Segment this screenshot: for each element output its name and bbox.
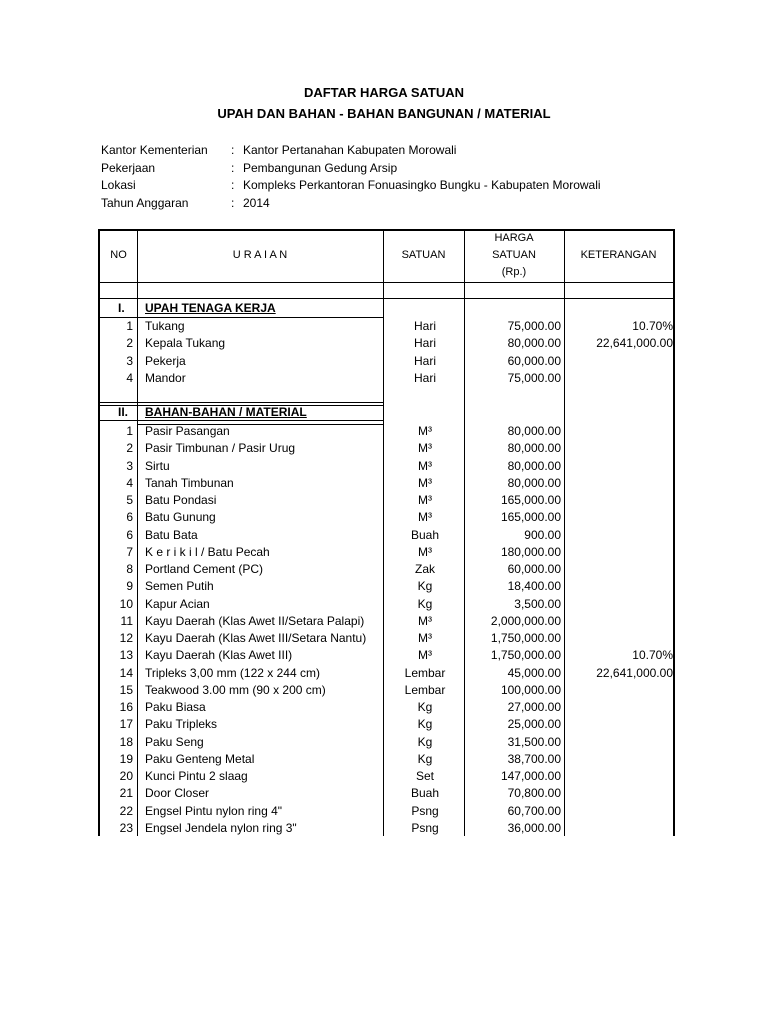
section-number: I. (118, 301, 125, 315)
row-description: Paku Genteng Metal (145, 751, 255, 766)
table-row (100, 440, 673, 457)
row-unit: Hari (413, 336, 436, 351)
table-row (100, 458, 673, 475)
header-divider (100, 298, 673, 299)
header-keterangan: KETERANGAN (580, 249, 657, 261)
row-description: Kayu Daerah (Klas Awet II/Setara Palapi) (145, 613, 365, 628)
info-label: Pekerjaan (101, 160, 156, 175)
row-number: 22 (119, 803, 133, 818)
header-divider (100, 282, 673, 283)
header-harga-satuan: SATUAN (492, 249, 536, 261)
row-number: 6 (126, 527, 133, 542)
section-number: II. (118, 405, 129, 419)
table-row (100, 820, 673, 837)
table-row (100, 699, 673, 716)
row-price: 31,500.00 (507, 734, 561, 749)
row-unit: Hari (413, 319, 436, 333)
section-header (100, 300, 673, 317)
table-row (100, 785, 673, 802)
info-row (101, 160, 601, 178)
row-price: 38,700.00 (507, 751, 561, 766)
row-unit: Lembar (404, 682, 446, 697)
row-description: Batu Bata (145, 527, 198, 542)
row-description: Pasir Timbunan / Pasir Urug (145, 441, 296, 456)
table-row (100, 318, 673, 335)
row-price: 80,000.00 (507, 441, 561, 456)
row-unit: M³ (418, 648, 432, 663)
row-note: 22,641,000.00 (596, 665, 673, 680)
row-price: 3,500.00 (514, 596, 561, 611)
row-unit: Psng (411, 803, 439, 818)
row-number: 20 (119, 769, 133, 783)
row-number: 6 (126, 510, 133, 525)
row-price: 2,000,000.00 (490, 613, 561, 628)
row-price: 75,000.00 (507, 370, 561, 385)
row-number: 3 (126, 353, 133, 368)
row-price: 80,000.00 (507, 424, 561, 438)
row-number: 15 (119, 682, 133, 697)
table-row (100, 370, 673, 387)
row-price: 80,000.00 (507, 458, 561, 473)
row-description: Portland Cement (PC) (145, 562, 264, 576)
row-description: K e r i k i l / Batu Pecah (145, 544, 270, 559)
row-note: 22,641,000.00 (596, 336, 673, 351)
row-unit: M³ (418, 493, 432, 507)
row-price: 75,000.00 (507, 319, 561, 333)
row-unit: Kg (417, 734, 433, 749)
row-number: 21 (119, 786, 133, 801)
table-row (100, 613, 673, 630)
row-price: 180,000.00 (500, 544, 561, 559)
table-row (100, 561, 673, 578)
info-label: Tahun Anggaran (101, 195, 189, 210)
row-unit: Kg (417, 596, 433, 611)
table-row (100, 509, 673, 526)
table-row (100, 527, 673, 544)
row-unit: Kg (417, 717, 433, 732)
row-unit: M³ (418, 475, 432, 490)
row-description: Tripleks 3,00 mm (122 x 244 cm) (145, 665, 320, 680)
table-row (100, 630, 673, 647)
row-description: Door Closer (145, 786, 210, 801)
row-description: Kepala Tukang (145, 336, 226, 351)
row-price: 147,000.00 (500, 769, 561, 783)
row-number: 4 (126, 370, 133, 385)
row-price: 100,000.00 (500, 682, 561, 697)
row-number: 11 (120, 613, 133, 628)
row-description: Paku Tripleks (145, 717, 218, 732)
row-number: 5 (126, 493, 133, 507)
table-row (100, 716, 673, 733)
table-row (100, 475, 673, 492)
info-value: Pembangunan Gedung Arsip (243, 160, 398, 175)
row-note: 10.70% (632, 648, 673, 663)
table-row (100, 423, 673, 440)
table-row (100, 768, 673, 785)
table-row (100, 665, 673, 682)
header-uraian: U R A I A N (232, 249, 288, 261)
row-number: 13 (119, 648, 133, 663)
row-description: Paku Seng (145, 734, 204, 749)
row-description: Tanah Timbunan (145, 475, 234, 490)
row-number: 1 (126, 319, 133, 333)
row-unit: M³ (418, 544, 432, 559)
row-price: 80,000.00 (507, 475, 561, 490)
info-value: Kompleks Perkantoran Fonuasingko Bungku - Kabupaten Morowali (243, 178, 601, 192)
document-title: DAFTAR HARGA SATUAN (303, 85, 465, 100)
section-divider (100, 402, 383, 403)
info-row (101, 142, 601, 160)
row-number: 14 (119, 665, 133, 680)
row-description: Engsel Pintu nylon ring 4" (145, 803, 283, 818)
row-description: Sirtu (145, 458, 170, 473)
header-satuan: SATUAN (401, 249, 446, 261)
table-row (100, 803, 673, 820)
row-price: 1,750,000.00 (490, 631, 561, 645)
row-description: Mandor (145, 370, 186, 385)
row-description: Kayu Daerah (Klas Awet III) (145, 648, 293, 663)
row-unit: M³ (418, 631, 432, 645)
info-row (101, 177, 601, 195)
row-price: 60,000.00 (507, 353, 561, 368)
row-price: 60,700.00 (507, 803, 561, 818)
document-subtitle: UPAH DAN BAHAN - BAHAN BANGUNAN / MATERIAL (217, 106, 551, 121)
row-unit: Buah (410, 527, 440, 542)
row-description: Kayu Daerah (Klas Awet III/Setara Nantu) (145, 631, 367, 645)
table-row (100, 596, 673, 613)
row-description: Semen Putih (145, 579, 214, 594)
row-number: 17 (119, 717, 133, 732)
row-unit: M³ (418, 441, 432, 456)
row-price: 18,400.00 (507, 579, 561, 594)
row-unit: Hari (413, 353, 436, 368)
row-description: Pekerja (145, 353, 186, 368)
row-description: Batu Pondasi (145, 493, 217, 507)
row-price: 165,000.00 (500, 510, 561, 525)
table-row (100, 734, 673, 751)
row-number: 12 (119, 631, 133, 645)
table-row (100, 335, 673, 352)
info-colon: : (231, 195, 235, 210)
info-value: 2014 (243, 195, 270, 210)
row-price: 70,800.00 (507, 786, 561, 801)
row-unit: Set (415, 769, 434, 783)
header-no: NO (110, 249, 127, 261)
row-description: Tukang (145, 319, 185, 333)
header-harga-rp: (Rp.) (501, 266, 527, 278)
row-unit: Lembar (404, 665, 446, 680)
row-number: 8 (126, 562, 133, 576)
row-number: 10 (119, 596, 133, 611)
info-row (101, 195, 601, 213)
row-unit: Psng (411, 820, 439, 835)
row-unit: Kg (417, 751, 433, 766)
row-unit: Kg (417, 579, 433, 594)
row-number: 16 (119, 700, 133, 714)
row-description: Kapur Acian (145, 596, 210, 611)
table-row (100, 682, 673, 699)
table-row (100, 544, 673, 561)
project-info (101, 142, 601, 212)
row-unit: M³ (418, 510, 432, 525)
price-table (98, 229, 675, 836)
info-colon: : (231, 143, 235, 157)
row-price: 1,750,000.00 (490, 648, 561, 663)
row-number: 1 (126, 424, 133, 438)
row-description: Batu Gunung (145, 510, 216, 525)
row-price: 25,000.00 (507, 717, 561, 732)
table-row (100, 578, 673, 595)
row-price: 45,000.00 (507, 665, 561, 680)
row-description: Teakwood 3.00 mm (90 x 200 cm) (145, 682, 326, 697)
info-label: Kantor Kementerian (101, 143, 208, 157)
table-row (100, 492, 673, 509)
row-description: Kunci Pintu 2 slaag (145, 769, 248, 783)
section-title: BAHAN-BAHAN / MATERIAL (145, 405, 307, 419)
section-header (100, 404, 673, 421)
row-number: 2 (126, 441, 133, 456)
row-number: 9 (126, 579, 133, 594)
info-label: Lokasi (101, 178, 136, 192)
row-number: 23 (119, 820, 133, 835)
row-price: 900.00 (524, 527, 561, 542)
table-row (100, 751, 673, 768)
row-number: 18 (119, 734, 133, 749)
row-description: Paku Biasa (145, 700, 206, 714)
row-number: 7 (126, 544, 133, 559)
table-row (100, 353, 673, 370)
info-value: Kantor Pertanahan Kabupaten Morowali (243, 143, 457, 157)
row-price: 165,000.00 (500, 493, 561, 507)
row-unit: Hari (413, 370, 436, 385)
row-note: 10.70% (632, 319, 673, 333)
row-unit: Zak (414, 562, 435, 576)
info-colon: : (231, 178, 235, 192)
row-unit: Buah (410, 786, 440, 801)
row-number: 2 (126, 336, 133, 351)
header-harga: HARGA (494, 232, 534, 244)
table-row (100, 647, 673, 664)
row-number: 4 (126, 475, 133, 490)
row-unit: M³ (418, 458, 432, 473)
row-number: 3 (126, 458, 133, 473)
info-colon: : (231, 160, 235, 175)
row-description: Pasir Pasangan (145, 424, 230, 438)
row-number: 19 (119, 751, 133, 766)
row-unit: Kg (417, 700, 433, 714)
row-price: 27,000.00 (507, 700, 561, 714)
row-unit: M³ (418, 613, 432, 628)
row-unit: M³ (418, 424, 432, 438)
section-title: UPAH TENAGA KERJA (145, 301, 276, 315)
row-price: 80,000.00 (507, 336, 561, 351)
row-description: Engsel Jendela nylon ring 3" (145, 820, 297, 835)
row-price: 60,000.00 (507, 562, 561, 576)
row-price: 36,000.00 (507, 820, 561, 835)
